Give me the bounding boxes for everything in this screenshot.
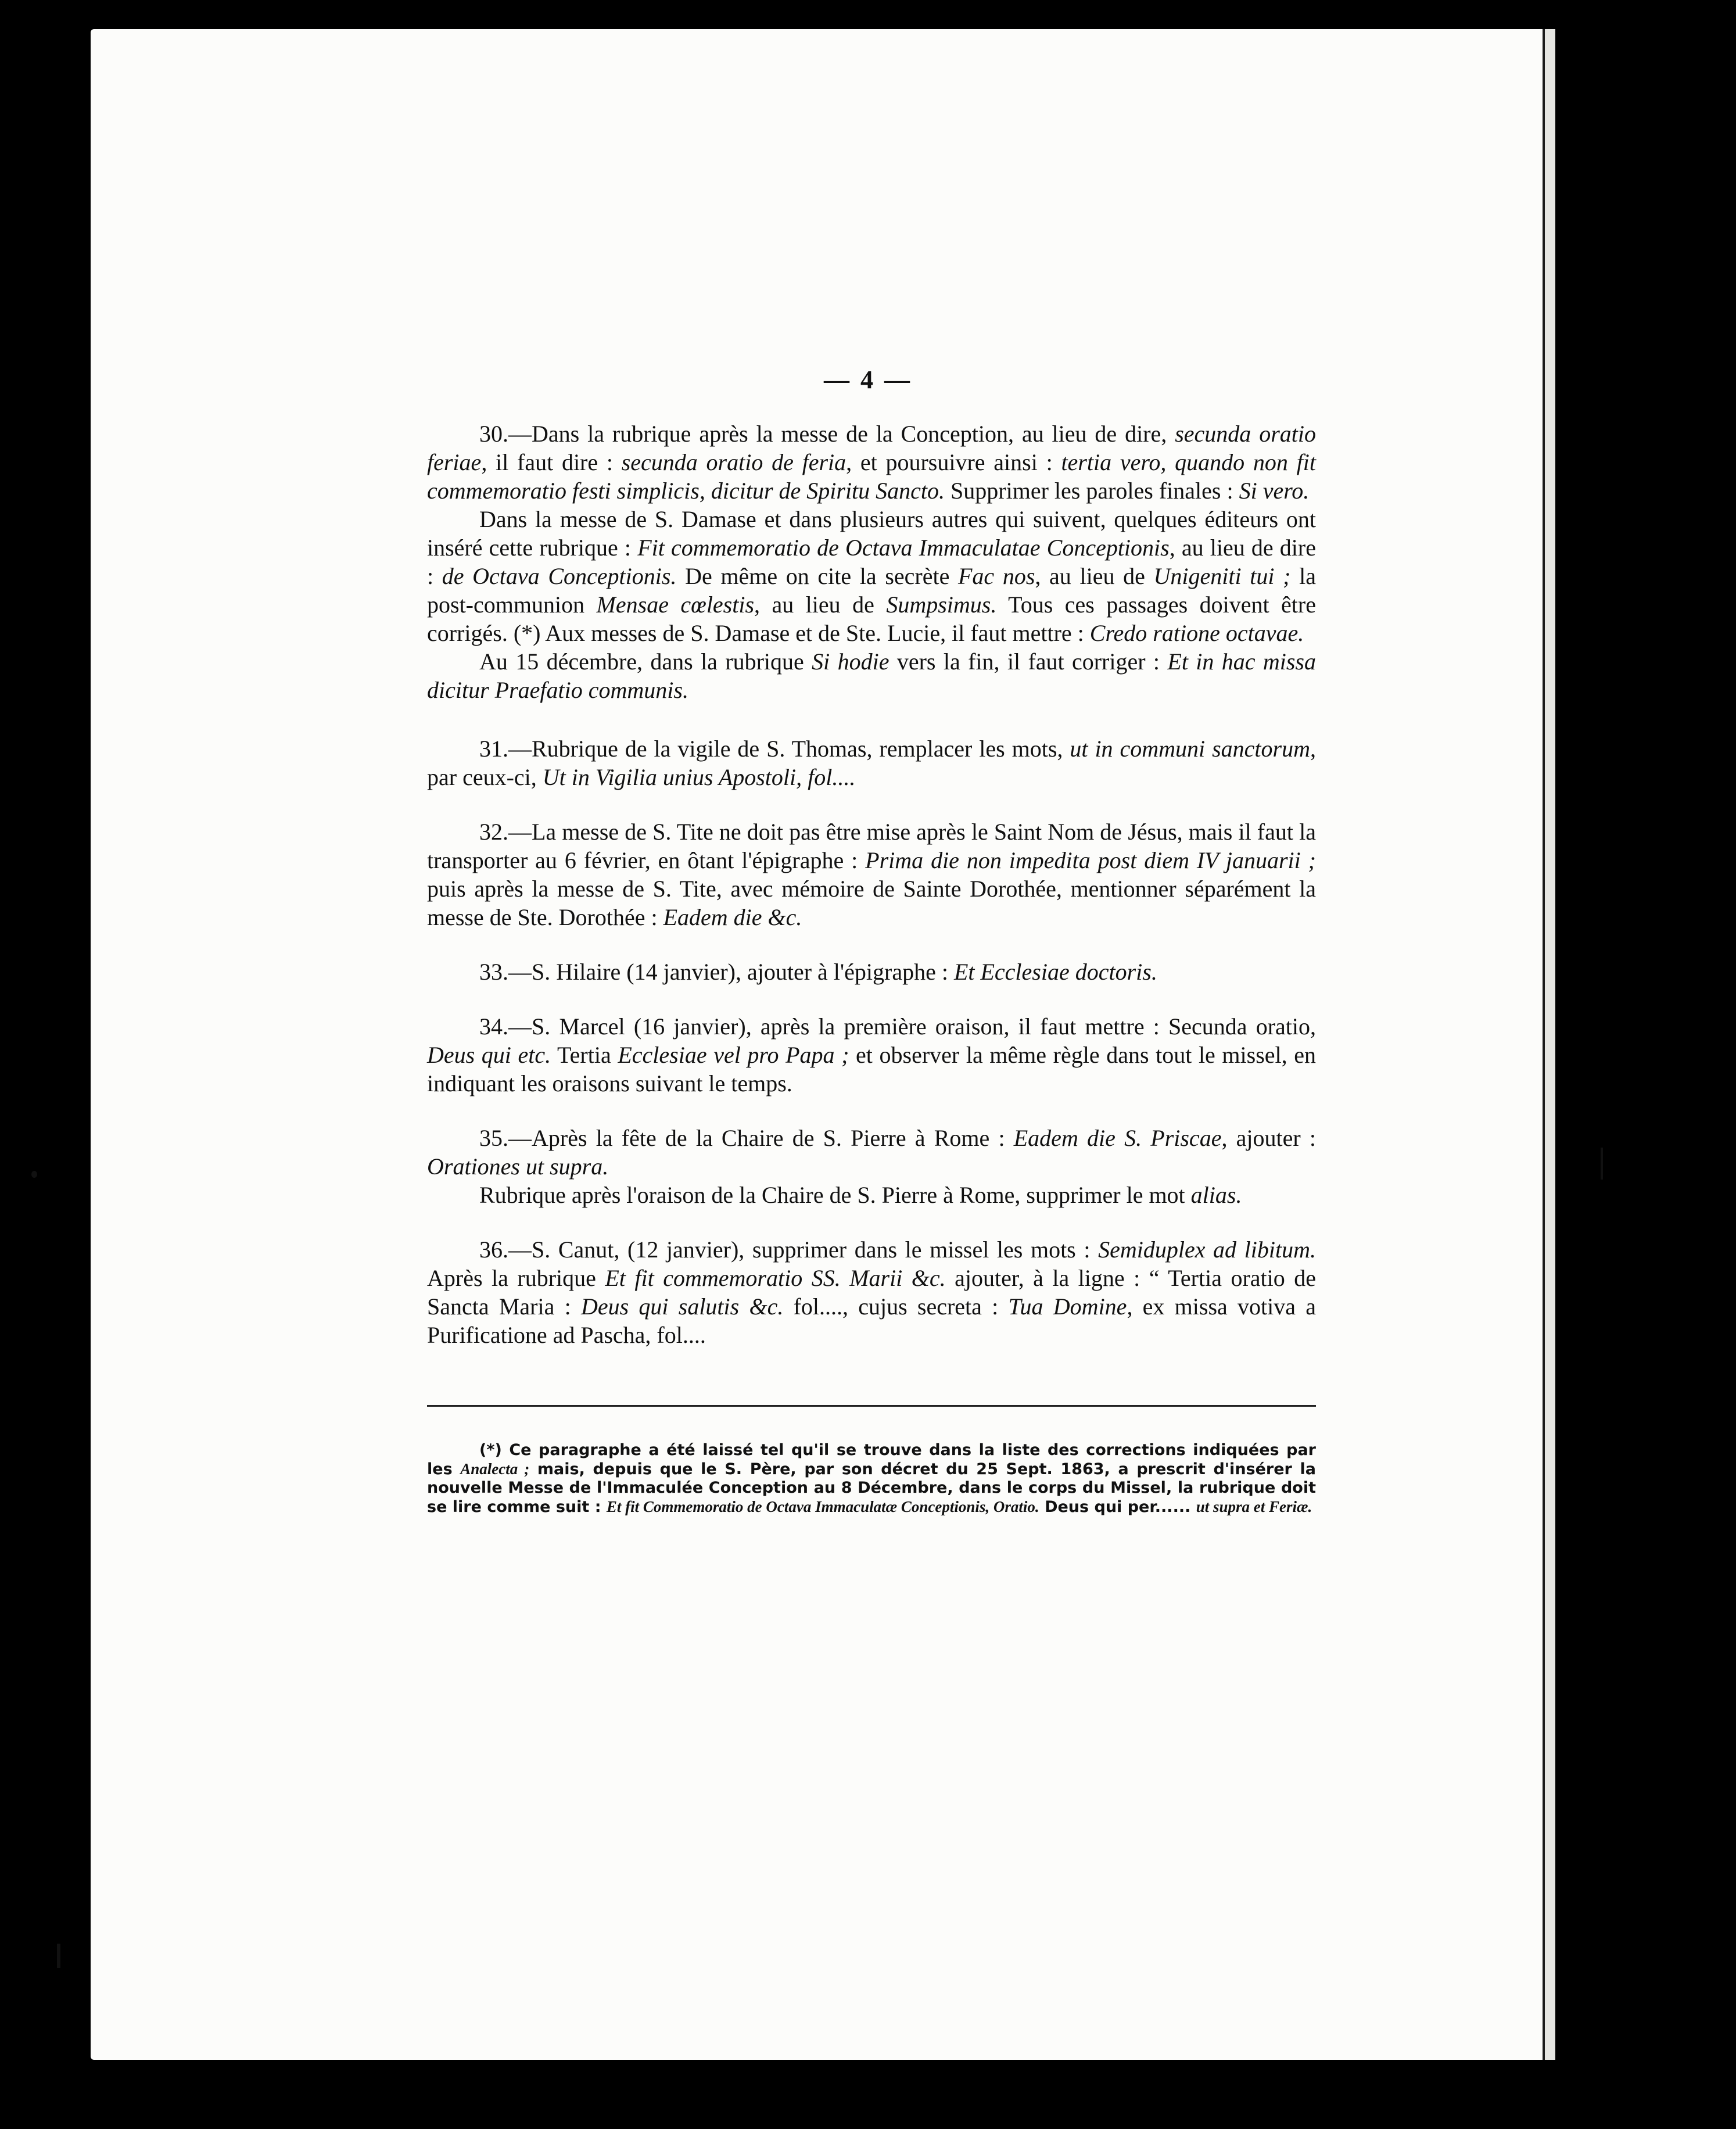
- text-run: Supprimer les paroles finales :: [945, 478, 1239, 504]
- italic-run: Fit commemoratio de Octava Immaculatae Conceptionis: [637, 535, 1170, 561]
- italic-run: Eadem die &c.: [663, 904, 802, 930]
- italic-run: tertia vero, quando non fit commemoratio festi simplicis, dicitur de Spiritu Sancto.: [427, 449, 1316, 504]
- body-text: [427, 420, 1316, 1349]
- italic-run: Semiduplex ad libitum.: [1098, 1236, 1316, 1263]
- italic-run: Et fit Commemoratio de Octava Immaculatæ Conceptionis, Oratio.: [606, 1498, 1039, 1515]
- text-run: Tous ces passages doivent être corrigés. (*) Aux messes de S. Damase et de Ste. Lucie, il faut mettre :: [427, 592, 1316, 646]
- text-run: Après la rubrique: [427, 1265, 605, 1291]
- italic-run: Deus qui etc.: [427, 1042, 551, 1068]
- text-run: , par ceux-ci,: [427, 736, 1316, 790]
- text-run: , au lieu de: [1035, 563, 1154, 589]
- italic-run: Sumpsimus.: [886, 592, 997, 618]
- text-run: Au 15 décembre, dans la rubrique: [479, 648, 812, 675]
- text-run: 33.—S. Hilaire (14 janvier), ajouter à l'épigraphe :: [479, 959, 954, 985]
- paragraph-32: [427, 818, 1316, 931]
- text-run: la post-communion: [427, 563, 1316, 618]
- italic-run: Et in hac missa dicitur Praefatio communis.: [427, 648, 1317, 703]
- text-run: , au lieu de: [754, 592, 887, 618]
- paragraph-30-2: [427, 505, 1316, 647]
- italic-run: Deus qui salutis &c.: [580, 1293, 784, 1320]
- text-run: 32.—La messe de S. Tite ne doit pas être mise après le Saint Nom de Jésus, mais il faut la transporter au 6 février, en ôtant l'épigraphe :: [427, 819, 1316, 873]
- italic-run: Unigeniti tui ;: [1153, 563, 1291, 589]
- paragraph-36: [427, 1235, 1316, 1349]
- text-run: Rubrique après l'oraison de la Chaire de S. Pierre à Rome, supprimer le mot: [479, 1182, 1191, 1208]
- italic-run: Fac nos: [958, 563, 1035, 589]
- text-run: 34.—S. Marcel (16 janvier), après la première oraison, il faut mettre : Secunda oratio,: [479, 1013, 1316, 1040]
- italic-run: Si vero.: [1239, 478, 1310, 504]
- italic-run: alias.: [1190, 1182, 1242, 1208]
- text-run: puis après la messe de S. Tite, avec mémoire de Sainte Dorothée, mentionner séparément la messe de Ste. Dorothée :: [427, 876, 1316, 930]
- text-run: , au lieu de dire :: [427, 535, 1316, 589]
- text-run: Dans la messe de S. Damase et dans plusieurs autres qui suivent, quelques éditeurs ont inséré cette rubrique :: [427, 506, 1316, 561]
- text-run: 36.—S. Canut, (12 janvier), supprimer dans le missel les mots :: [479, 1236, 1099, 1263]
- footnote-divider: [427, 1405, 1316, 1407]
- paragraph-33: [427, 958, 1316, 986]
- italic-run: Ut in Vigilia unius Apostoli, fol....: [542, 764, 856, 790]
- text-run: et observer la même règle dans tout le missel, en indiquant les oraisons suivant le temps.: [427, 1042, 1316, 1096]
- italic-run: Et Ecclesiae doctoris.: [953, 959, 1157, 985]
- text-run: Tertia: [551, 1042, 618, 1068]
- paragraph-30-3: [427, 647, 1316, 704]
- text-run: ajouter, à la ligne : “ Tertia oratio de Sancta Maria :: [427, 1265, 1317, 1320]
- text-run: fol...., cujus secreta :: [783, 1293, 1009, 1320]
- scan-mark-bottom-left: [57, 1944, 60, 1968]
- page-number: — 4 —: [824, 365, 912, 394]
- footnote: [427, 1441, 1316, 1517]
- text-run: mais, depuis que le S. Père, par son décret du 25 Sept. 1863, a prescrit d'insérer la nouvelle Messe de l'Immaculée Conception au 8 Décembre, dans le corps du Missel, la rubrique doit se lire comme suit :: [427, 1460, 1316, 1516]
- text-run: 30.—Dans la rubrique après la messe de la Conception, au lieu de dire,: [479, 421, 1175, 447]
- text-run: , ex missa votiva a Purificatione ad Pascha, fol....: [427, 1293, 1316, 1348]
- text-run: , et poursuivre ainsi :: [846, 449, 1061, 475]
- text-run: Deus qui per......: [1039, 1498, 1196, 1516]
- page-fold-edge: [1543, 29, 1555, 2060]
- italic-run: Analecta ;: [460, 1460, 530, 1478]
- text-run: 35.—Après la fête de la Chaire de S. Pierre à Rome :: [479, 1125, 1014, 1151]
- scan-mark-left: [31, 1171, 37, 1178]
- text-run: De même on cite la secrète: [676, 563, 958, 589]
- italic-run: ut supra et Feriæ.: [1196, 1498, 1312, 1515]
- text-run: , ajouter :: [1221, 1125, 1316, 1151]
- scan-mark-right: [1601, 1148, 1603, 1180]
- paragraph-31: [427, 734, 1316, 791]
- paragraph-34: [427, 1012, 1316, 1098]
- paragraph-35: [427, 1124, 1316, 1181]
- footnote-paragraph: [427, 1441, 1316, 1517]
- italic-run: Tua Domine: [1008, 1293, 1127, 1320]
- italic-run: ut in communi sanctorum: [1070, 736, 1310, 762]
- italic-run: Mensae cœlestis: [596, 592, 755, 618]
- italic-run: Et fit commemoratio SS. Marii &c.: [605, 1265, 946, 1291]
- paragraph-35-2: [427, 1181, 1316, 1209]
- paragraph-30: [427, 420, 1316, 505]
- italic-run: de Octava Conceptionis.: [442, 563, 677, 589]
- text-run: 31.—Rubrique de la vigile de S. Thomas, remplacer les mots,: [479, 736, 1070, 762]
- italic-run: Eadem die S. Priscae: [1013, 1125, 1222, 1151]
- text-run: vers la fin, il faut corriger :: [889, 648, 1168, 675]
- text-run: (*) Ce paragraphe a été laissé tel qu'il se trouve dans la liste des corrections indiquées par les: [427, 1441, 1316, 1478]
- italic-run: Credo ratione octavae.: [1089, 620, 1304, 646]
- italic-run: Ecclesiae vel pro Papa ;: [618, 1042, 849, 1068]
- italic-run: secunda oratio de feria: [621, 449, 847, 475]
- text-run: , il faut dire :: [481, 449, 622, 475]
- italic-run: Si hodie: [812, 648, 889, 675]
- italic-run: secunda oratio feriae: [427, 421, 1317, 475]
- italic-run: Orationes ut supra.: [427, 1153, 609, 1180]
- italic-run: Prima die non impedita post diem IV januarii ;: [865, 847, 1316, 873]
